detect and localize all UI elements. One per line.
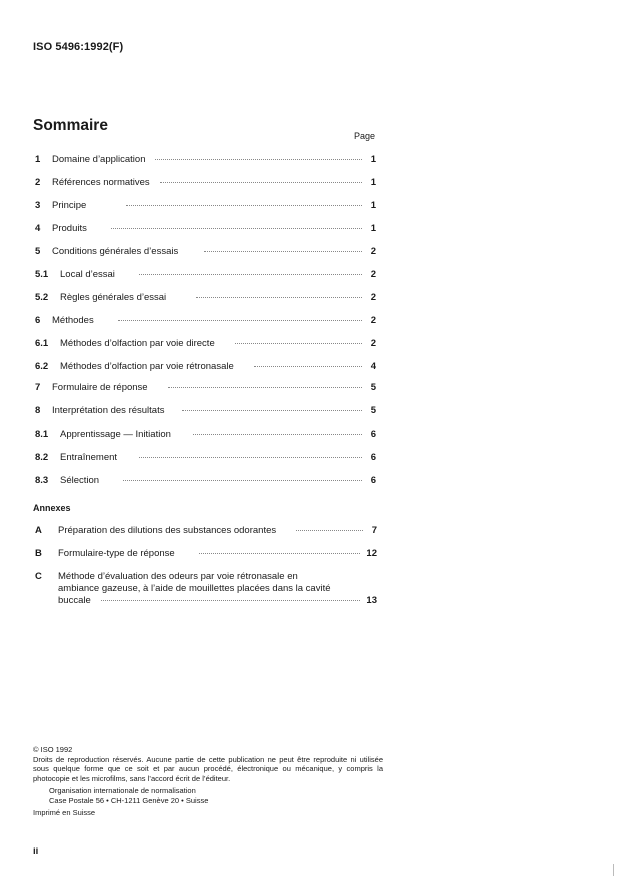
toc-number: 5.1 [35,269,49,280]
toc-entry[interactable] [35,223,376,237]
toc-entry[interactable] [35,269,376,283]
toc-page: 6 [370,452,376,463]
toc-page: 5 [370,405,376,416]
toc-number: 5 [35,246,41,257]
toc-number: 2 [35,177,41,188]
toc-leader-dots [296,529,363,531]
toc-label: Principe [52,200,87,211]
toc-leader-dots [193,433,362,435]
toc-entry[interactable] [35,361,376,375]
toc-page: 4 [370,361,376,372]
annex-label-line: ambiance gazeuse, à l’aide de mouillettes placées dans la cavité [58,583,331,594]
toc-page: 1 [370,177,376,188]
printed-in: Imprimé en Suisse [33,808,96,817]
toc-page: 2 [370,246,376,257]
toc-page: 1 [370,154,376,165]
toc-number: 8.1 [35,429,49,440]
toc-number: 8.3 [35,475,49,486]
toc-page: 6 [370,429,376,440]
toc-leader-dots [126,204,362,206]
copyright-notice: Droits de reproduction réservés. Aucune partie de cette publication ne peut être reproduite ni utilisée sous quelque forme que ce soit et par aucun procédé, électronique ou mécanique, y compris la photocopie et les microfilms, sans l’accord écrit de l’éditeur. [33,754,383,783]
toc-label: Produits [52,223,87,234]
toc-leader-dots [182,409,362,411]
toc-leader-dots [235,342,362,344]
copyright-line: © ISO 1992 [33,745,73,754]
toc-entry[interactable] [35,429,376,443]
toc-number: 1 [35,154,41,165]
toc-leader-dots [155,158,362,160]
annexes-heading: Annexes [33,503,71,513]
annex-label-line: buccale [58,595,91,606]
page-title: Sommaire [33,117,108,134]
annex-entry[interactable] [35,571,377,607]
toc-leader-dots [139,456,362,458]
toc-leader-dots [139,273,362,275]
toc-number: 4 [35,223,41,234]
toc-number: 7 [35,382,41,393]
toc-label: Règles générales d’essai [60,292,167,303]
toc-page: 2 [370,315,376,326]
toc-number: 6 [35,315,41,326]
toc-label: Entraînement [60,452,118,463]
toc-label: Formulaire de réponse [52,382,148,393]
annex-letter: C [35,571,42,582]
toc-page: 2 [370,292,376,303]
toc-leader-dots [254,365,362,367]
toc-entry[interactable] [35,382,376,396]
toc-entry[interactable] [35,315,376,329]
toc-page: 2 [370,338,376,349]
toc-leader-dots [111,227,362,229]
toc-label: Méthodes d’olfaction par voie directe [60,338,215,349]
toc-leader-dots [168,386,362,388]
toc-leader-dots [101,599,361,601]
annex-page: 12 [366,548,377,559]
toc-entry[interactable] [35,405,376,419]
toc-leader-dots [123,479,362,481]
toc-label: Local d’essai [60,269,115,280]
toc-number: 6.2 [35,361,49,372]
toc-label: Méthodes [52,315,94,326]
toc-leader-dots [196,296,362,298]
annex-page: 13 [366,595,377,606]
toc-entry[interactable] [35,452,376,466]
page-column-label: Page [354,131,376,141]
toc-leader-dots [160,181,362,183]
toc-leader-dots [199,552,361,554]
toc-label: Apprentissage — Initiation [60,429,171,440]
toc-label: Interprétation des résultats [52,405,165,416]
toc-leader-dots [118,319,362,321]
page-folio: ii [33,846,39,857]
toc-number: 8 [35,405,41,416]
publisher-address: Case Postale 56 • CH-1211 Genève 20 • Suisse [49,795,209,805]
toc-label: Méthodes d’olfaction par voie rétronasale [60,361,234,372]
toc-number: 5.2 [35,292,49,303]
annex-label: Formulaire-type de réponse [58,548,175,559]
toc-label: Conditions générales d’essais [52,246,179,257]
annex-entry[interactable] [35,548,377,559]
toc-number: 8.2 [35,452,49,463]
document-id: ISO 5496:1992(F) [33,41,124,53]
annex-label: Préparation des dilutions des substances odorantes [58,525,277,536]
toc-label: Domaine d’application [52,154,146,165]
toc-label: Références normatives [52,177,150,188]
toc-page: 6 [370,475,376,486]
toc-entry[interactable] [35,154,376,168]
toc-page: 1 [370,200,376,211]
toc-entry[interactable] [35,246,376,260]
toc-entry[interactable] [35,177,376,191]
toc-page: 5 [370,382,376,393]
toc-entry[interactable] [35,292,376,306]
toc-leader-dots [204,250,362,252]
toc-number: 6.1 [35,338,49,349]
toc-entry[interactable] [35,200,376,214]
publisher-name: Organisation internationale de normalisation [49,786,196,795]
annex-label-line: Méthode d’évaluation des odeurs par voie rétronasale en [58,571,298,582]
toc-number: 3 [35,200,41,211]
annex-entry[interactable] [35,525,377,536]
scan-edge-mark [613,864,614,876]
annex-letter: A [35,525,42,536]
toc-label: Sélection [60,475,100,486]
toc-entry[interactable] [35,475,376,489]
annex-page: 7 [371,525,377,536]
annex-letter: B [35,548,42,559]
toc-page: 2 [370,269,376,280]
copyright-block [33,745,383,818]
toc-page: 1 [370,223,376,234]
toc-entry[interactable] [35,338,376,352]
